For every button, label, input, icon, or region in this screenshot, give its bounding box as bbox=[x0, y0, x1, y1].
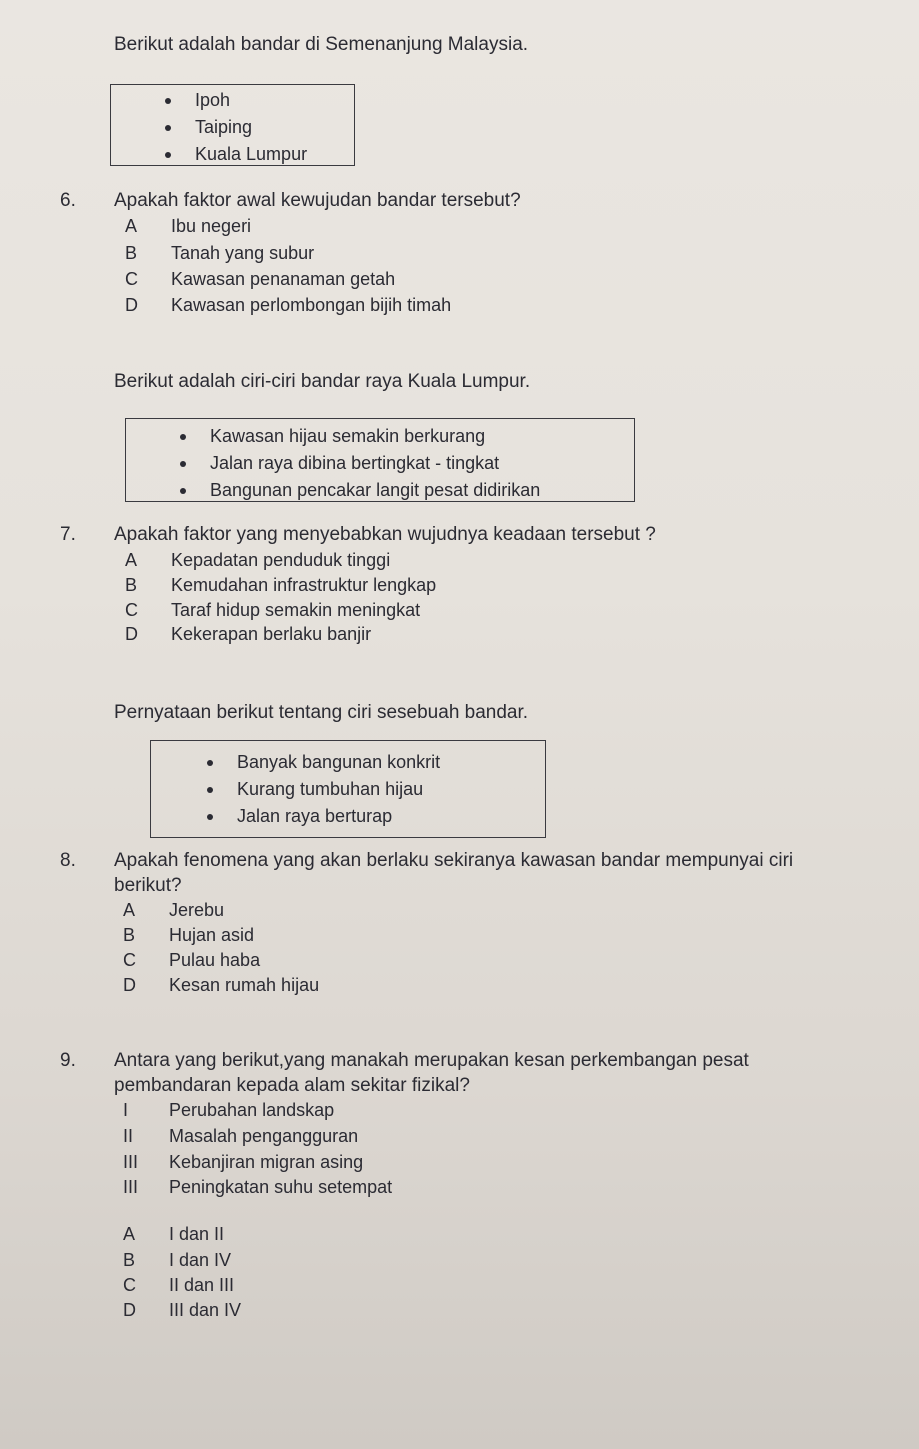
list-item: Jalan raya berturap bbox=[237, 803, 440, 830]
q7-option-c[interactable]: C Taraf hidup semakin meningkat bbox=[125, 600, 421, 620]
question-8-number: 8. bbox=[60, 850, 76, 871]
q9-option-c[interactable]: C II dan III bbox=[123, 1275, 235, 1295]
question-6-number: 6. bbox=[60, 190, 76, 211]
list-item: Kuala Lumpur bbox=[195, 141, 307, 168]
list-item: Taiping bbox=[195, 114, 307, 141]
section-3-intro: Pernyataan berikut tentang ciri sesebuah bandar. bbox=[114, 702, 529, 723]
section-1-intro: Berikut adalah bandar di Semenanjung Malaysia. bbox=[114, 34, 529, 55]
q7-option-a[interactable]: A Kepadatan penduduk tinggi bbox=[125, 550, 391, 570]
question-7-number: 7. bbox=[60, 524, 76, 545]
kl-features-box bbox=[125, 418, 635, 502]
question-9-text-line-2: pembandaran kepada alam sekitar fizikal? bbox=[114, 1075, 470, 1096]
city-list-box bbox=[110, 84, 355, 166]
q9-option-d[interactable]: D III dan IV bbox=[123, 1300, 242, 1320]
list-item: Kurang tumbuhan hijau bbox=[237, 776, 440, 803]
q7-option-d[interactable]: D Kekerapan berlaku banjir bbox=[125, 624, 372, 644]
q7-option-b[interactable]: B Kemudahan infrastruktur lengkap bbox=[125, 575, 437, 595]
city-list bbox=[195, 87, 307, 168]
q6-option-b[interactable]: B Tanah yang subur bbox=[125, 243, 315, 263]
list-item: Banyak bangunan konkrit bbox=[237, 749, 440, 776]
q6-option-a[interactable]: A Ibu negeri bbox=[125, 216, 252, 236]
q9-statement-4: III Peningkatan suhu setempat bbox=[123, 1177, 393, 1197]
q9-statement-1: I Perubahan landskap bbox=[123, 1100, 335, 1120]
q8-option-d[interactable]: D Kesan rumah hijau bbox=[123, 975, 320, 995]
q8-option-c[interactable]: C Pulau haba bbox=[123, 950, 261, 970]
q8-option-b[interactable]: B Hujan asid bbox=[123, 925, 255, 945]
question-8-text-line-1: Apakah fenomena yang akan berlaku sekiranya kawasan bandar mempunyai ciri bbox=[114, 850, 794, 871]
question-9-number: 9. bbox=[60, 1050, 76, 1071]
q9-option-b[interactable]: B I dan IV bbox=[123, 1250, 232, 1270]
q9-option-a[interactable]: A I dan II bbox=[123, 1224, 225, 1244]
question-8-text-line-2: berikut? bbox=[114, 875, 182, 896]
city-features-list bbox=[237, 749, 440, 830]
q6-option-d[interactable]: D Kawasan perlombongan bijih timah bbox=[125, 295, 452, 315]
q9-statement-3: III Kebanjiran migran asing bbox=[123, 1152, 364, 1172]
q8-option-a[interactable]: A Jerebu bbox=[123, 900, 225, 920]
q9-statement-2: II Masalah pengangguran bbox=[123, 1126, 359, 1146]
question-7-text: Apakah faktor yang menyebabkan wujudnya keadaan tersebut ? bbox=[114, 524, 656, 545]
list-item: Jalan raya dibina bertingkat - tingkat bbox=[210, 450, 540, 477]
kl-features-list bbox=[210, 423, 540, 504]
section-2-intro: Berikut adalah ciri-ciri bandar raya Kuala Lumpur. bbox=[114, 371, 531, 392]
list-item: Bangunan pencakar langit pesat didirikan bbox=[210, 477, 540, 504]
city-features-box bbox=[150, 740, 546, 838]
list-item: Kawasan hijau semakin berkurang bbox=[210, 423, 540, 450]
question-6-text: Apakah faktor awal kewujudan bandar tersebut? bbox=[114, 190, 521, 211]
list-item: Ipoh bbox=[195, 87, 307, 114]
q6-option-c[interactable]: C Kawasan penanaman getah bbox=[125, 269, 396, 289]
question-9-text-line-1: Antara yang berikut,yang manakah merupakan kesan perkembangan pesat bbox=[114, 1050, 749, 1071]
